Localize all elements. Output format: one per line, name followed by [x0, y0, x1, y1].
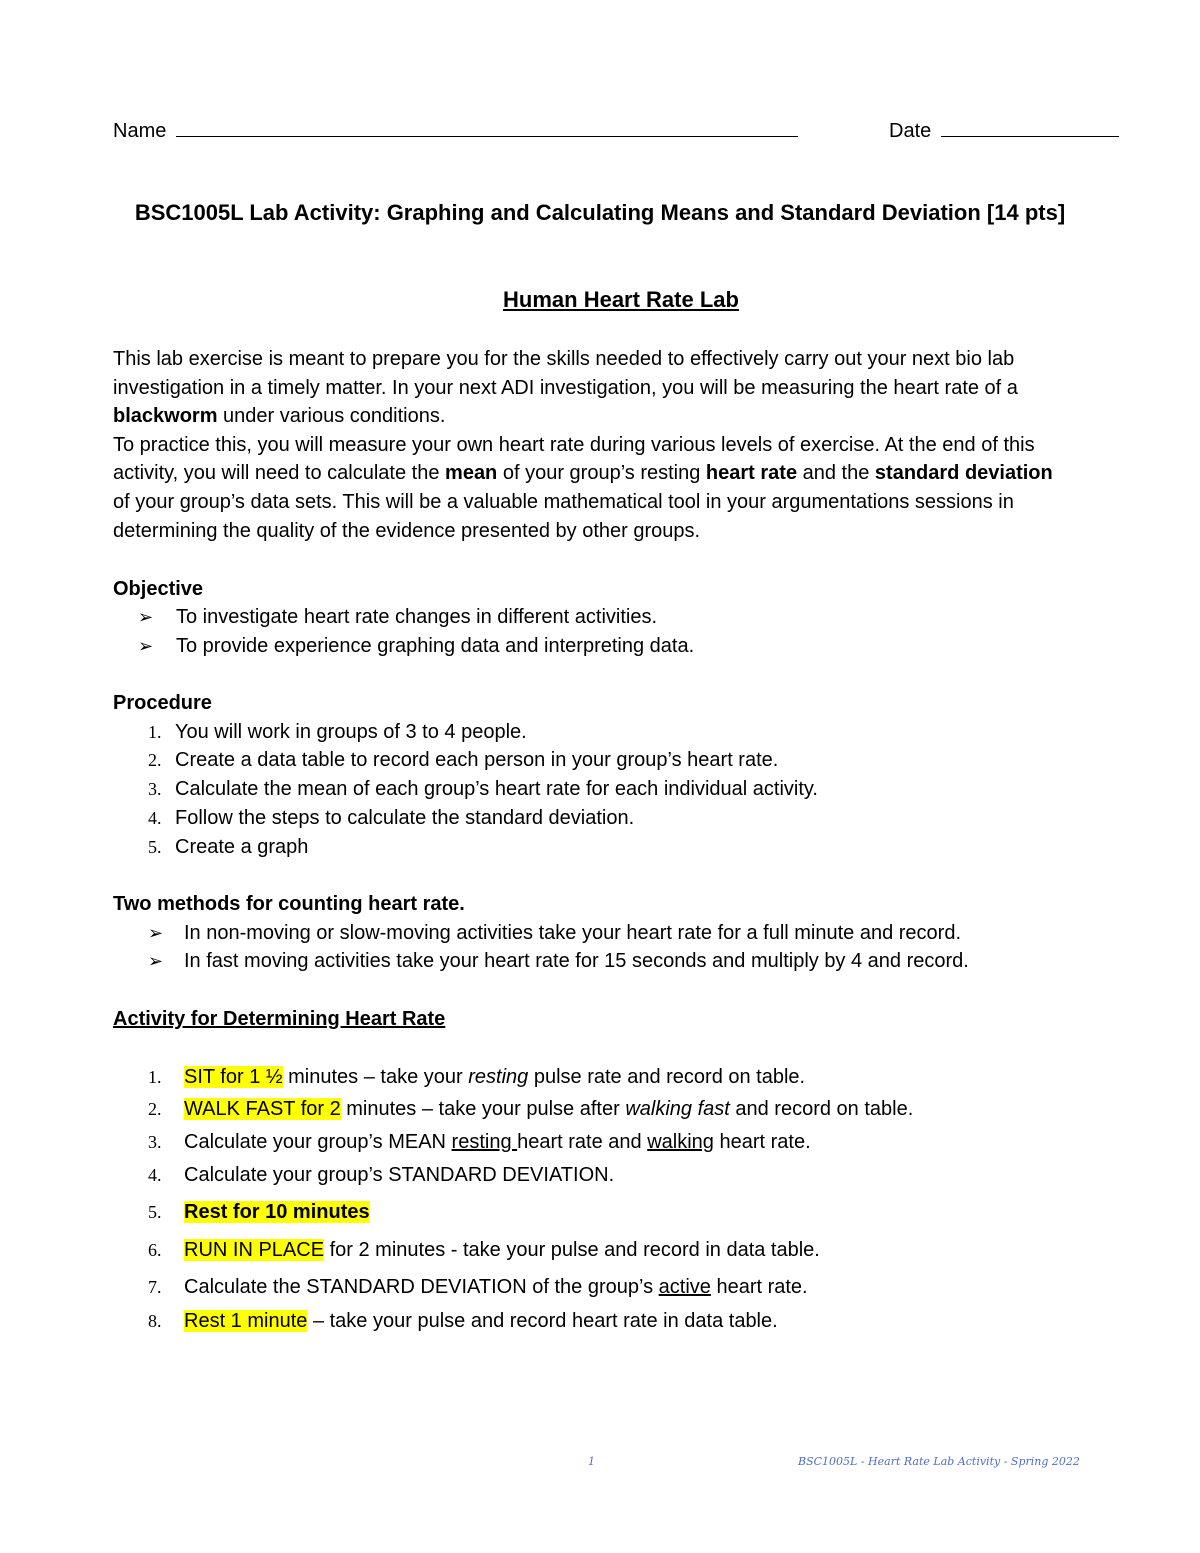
objective-item: ➢ To provide experience graphing data and interpreting data. [138, 635, 695, 657]
arrow-bullet-icon: ➢ [148, 951, 164, 971]
activity-step: 1. SIT for 1 ½ minutes – take your resting pulse rate and record on table. [148, 1066, 806, 1088]
procedure-item: 3. Calculate the mean of each group’s heart rate for each individual activity. [148, 778, 818, 800]
intro-line-4: To practice this, you will measure your own heart rate during various levels of exercise. At the end of this [113, 434, 1035, 456]
footer-text: BSC1005L - Heart Rate Lab Activity - Spring 2022 [798, 1455, 1080, 1468]
activity-step: 2. WALK FAST for 2 minutes – take your pulse after walking fast and record on table. [148, 1098, 914, 1120]
activity-step: 6. RUN IN PLACE for 2 minutes - take your pulse and record in data table. [148, 1239, 820, 1261]
arrow-bullet-icon: ➢ [138, 636, 154, 656]
procedure-item: 2. Create a data table to record each person in your group’s heart rate. [148, 749, 779, 771]
highlighted-text: SIT for 1 ½ [184, 1066, 283, 1088]
objective-item: ➢ To investigate heart rate changes in different activities. [138, 606, 658, 628]
activity-step: 3. Calculate your group’s MEAN resting heart rate and walking heart rate. [148, 1131, 811, 1153]
objective-heading: Objective [113, 578, 204, 600]
procedure-item: 1. You will work in groups of 3 to 4 people. [148, 721, 527, 743]
procedure-item: 4. Follow the steps to calculate the standard deviation. [148, 807, 635, 829]
intro-line-3: blackworm under various conditions. [113, 405, 446, 427]
intro-line-2: investigation in a timely matter. In your next ADI investigation, you will be measuring the heart rate of a [113, 377, 1018, 399]
highlighted-text: Rest for 10 minutes [184, 1201, 370, 1223]
name-blank[interactable] [176, 118, 798, 137]
intro-line-1: This lab exercise is meant to prepare you for the skills needed to effectively carry out your next bio lab [113, 348, 1015, 370]
page-number: 1 [588, 1455, 595, 1468]
date-label: Date [889, 120, 932, 142]
procedure-heading: Procedure [113, 692, 212, 714]
methods-item: ➢ In fast moving activities take your heart rate for 15 seconds and multiply by 4 and record. [148, 950, 969, 972]
arrow-bullet-icon: ➢ [148, 923, 164, 943]
intro-line-6: of your group’s data sets. This will be a valuable mathematical tool in your argumentations sessions in [113, 491, 1014, 513]
title-text: BSC1005L Lab Activity: Graphing and Calculating Means and Standard Deviation [134, 200, 981, 225]
blackworm-term: blackworm [113, 405, 218, 427]
activity-step: 4. Calculate your group’s STANDARD DEVIATION. [148, 1164, 615, 1186]
highlighted-text: RUN IN PLACE [184, 1239, 325, 1261]
procedure-item: 5. Create a graph [148, 836, 309, 858]
name-label: Name [113, 120, 167, 142]
intro-line-5: activity, you will need to calculate the mean of your group’s resting heart rate and the standard deviation [113, 462, 1053, 484]
date-field-row [889, 118, 1119, 143]
methods-heading: Two methods for counting heart rate. [113, 893, 465, 915]
methods-item: ➢ In non-moving or slow-moving activities take your heart rate for a full minute and record. [148, 922, 962, 944]
activity-heading: Activity for Determining Heart Rate [113, 1008, 446, 1030]
arrow-bullet-icon: ➢ [138, 607, 154, 627]
date-blank[interactable] [941, 118, 1119, 137]
activity-step: 7. Calculate the STANDARD DEVIATION of the group’s active heart rate. [148, 1276, 808, 1298]
activity-step: 8. Rest 1 minute – take your pulse and record heart rate in data table. [148, 1310, 778, 1332]
highlighted-text: Rest 1 minute [184, 1310, 308, 1332]
title-points: [14 pts] [986, 200, 1066, 225]
lab-subtitle: Human Heart Rate Lab [503, 287, 739, 312]
name-field-row [113, 118, 798, 143]
highlighted-text: WALK FAST for 2 [184, 1098, 341, 1120]
activity-step: 5. Rest for 10 minutes [148, 1201, 370, 1223]
intro-line-7: determining the quality of the evidence presented by other groups. [113, 520, 701, 542]
page-title [0, 200, 1200, 226]
